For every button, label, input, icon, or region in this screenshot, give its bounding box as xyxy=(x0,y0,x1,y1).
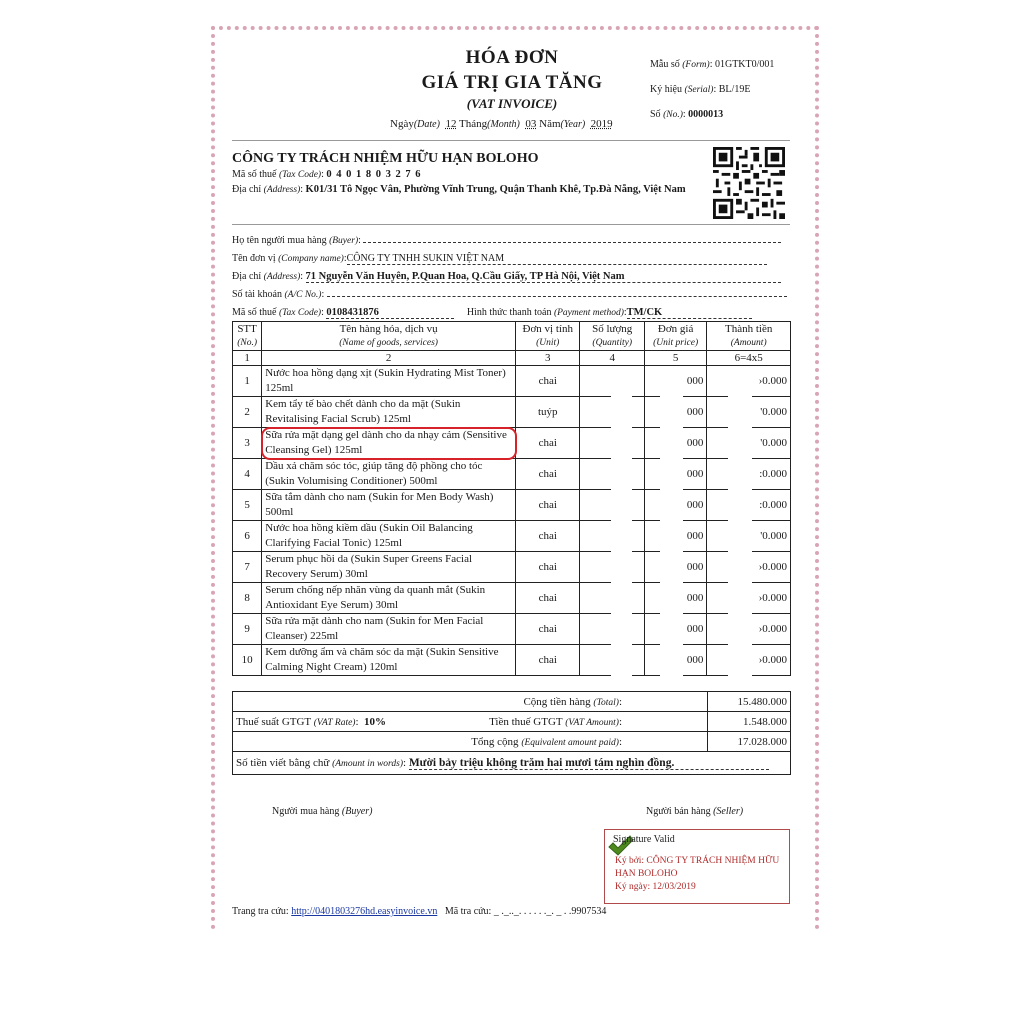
total-label: Cộng tiền hàng (Total): xyxy=(233,692,708,712)
row-unit: chai xyxy=(516,645,580,676)
row-unit: chai xyxy=(516,366,580,397)
table-row xyxy=(233,490,791,521)
row-stt: 8 xyxy=(233,583,262,614)
row-amount: ›0.000 xyxy=(707,614,791,645)
col-number: 2 xyxy=(262,351,516,366)
form-value: 01GTKT0/001 xyxy=(714,59,775,70)
seller-address-label: Địa chỉ xyxy=(232,184,262,195)
seller-address-value: K01/31 Tô Ngọc Vân, Phường Vĩnh Trung, Quận Thanh Khê, Tp.Đà Nẵng, Việt Nam xyxy=(305,184,686,195)
buyer-company-value: CÔNG TY TNHH SUKIN VIỆT NAM xyxy=(347,253,767,265)
amount-in-words: Số tiền viết bằng chữ (Amount in words): Mười bảy triệu không trăm hai mươi tám nghìn đồng. xyxy=(233,752,791,775)
buyer-company-label: Tên đơn vị xyxy=(232,253,276,264)
no-value: 0000013 xyxy=(688,109,724,120)
row-amount: ›0.000 xyxy=(707,366,791,397)
form-number: Mẫu số (Form): 01GTKT0/001 xyxy=(650,59,775,70)
year-value: 2019 xyxy=(590,118,613,130)
day-value: 12 xyxy=(445,118,457,130)
header-amount: Thành tiền (Amount) xyxy=(707,322,791,351)
lookup-link[interactable]: http://0401803276hd.easyinvoice.vn xyxy=(291,906,438,917)
row-unit-price: 000 xyxy=(644,521,706,552)
row-stt: 3 xyxy=(233,428,262,459)
year-label-en: (Year) xyxy=(560,119,586,130)
buyer-tax-row: Mã số thuế (Tax Code): 0108431876 Hình thức thanh toán (Payment method):TM/CK xyxy=(232,307,790,319)
buyer-name-label-en: (Buyer) xyxy=(329,236,359,246)
buyer-address-row: Địa chỉ (Address): 71 Nguyễn Văn Huyên, P.Quan Hoa, Q.Cầu Giấy, TP Hà Nội, Việt Nam xyxy=(232,271,790,283)
row-unit-price: 000 xyxy=(644,428,706,459)
row-amount: '0.000 xyxy=(707,521,791,552)
serial-value: BL/19E xyxy=(718,84,751,95)
signed-date: Ký ngày: 12/03/2019 xyxy=(615,882,696,892)
table-row xyxy=(233,645,791,676)
lookup-code-value: _ ._.._. . . . . ._. _ . .9907534 xyxy=(493,906,607,917)
redaction-strip xyxy=(611,368,632,690)
buyer-account-label: Số tài khoản xyxy=(232,289,282,300)
buyer-tax-label-en: (Tax Code) xyxy=(278,308,322,318)
header-stt: STT (No.) xyxy=(233,322,262,351)
row-unit: tuýp xyxy=(516,397,580,428)
seller-address-label-en: (Address) xyxy=(263,185,301,195)
row-amount: ›0.000 xyxy=(707,645,791,676)
redaction-strip xyxy=(660,368,683,690)
grand-total-value: 17.028.000 xyxy=(708,732,791,752)
form-label: Mẫu số xyxy=(650,59,680,70)
vat-amount-value: 1.548.000 xyxy=(708,712,791,732)
vat-rate: Thuế suất GTGT (VAT Rate): 10% xyxy=(233,712,440,732)
table-header xyxy=(233,322,791,351)
vat-row xyxy=(233,712,791,732)
signed-by: Ký bởi: CÔNG TY TRÁCH NHIỆM HỮU HẠN BOLOHO xyxy=(615,856,780,879)
seller-tax-code: Mã số thuế (Tax Code): 0 4 0 1 8 0 3 2 7 6 xyxy=(232,169,422,180)
divider xyxy=(232,224,790,225)
row-stt: 1 xyxy=(233,366,262,397)
buyer-tax-value: 0108431876 xyxy=(326,307,454,319)
seller-tax-label-en: (Tax Code) xyxy=(278,170,322,180)
row-unit: chai xyxy=(516,459,580,490)
row-amount: ›0.000 xyxy=(707,552,791,583)
row-name: Sữa rửa mặt dạng gel dành cho da nhạy cảm (Sensitive Cleansing Gel) 125ml xyxy=(262,428,516,459)
row-unit: chai xyxy=(516,552,580,583)
row-unit: chai xyxy=(516,583,580,614)
buyer-company-row: Tên đơn vị (Company name):CÔNG TY TNHH SUKIN VIỆT NAM xyxy=(232,253,790,265)
signature-details xyxy=(615,855,785,894)
buyer-name-field xyxy=(363,242,781,243)
serial-number: Ký hiệu (Serial): BL/19E xyxy=(650,84,751,95)
grand-total-label: Tổng cộng (Equivalent amount paid): xyxy=(233,732,708,752)
table-row xyxy=(233,614,791,645)
buyer-address-label-en: (Address) xyxy=(263,272,301,282)
qr-code-icon xyxy=(713,147,785,219)
invoice-title-en: (VAT INVOICE) xyxy=(466,96,558,111)
redaction-strip xyxy=(728,368,752,690)
row-unit-price: 000 xyxy=(644,552,706,583)
row-unit-price: 000 xyxy=(644,490,706,521)
row-unit: chai xyxy=(516,614,580,645)
lookup-code-label: Mã tra cứu: xyxy=(444,906,492,917)
serial-label-en: (Serial) xyxy=(684,85,714,95)
row-name: Serum chống nếp nhăn vùng da quanh mắt (Sukin Antioxidant Eye Serum) 30ml xyxy=(262,583,516,614)
day-label-en: (Date) xyxy=(413,119,440,130)
row-stt: 9 xyxy=(233,614,262,645)
row-unit-price: 000 xyxy=(644,583,706,614)
row-stt: 6 xyxy=(233,521,262,552)
invoice-number: Số (No.): 0000013 xyxy=(650,109,724,120)
payment-method-value: TM/CK xyxy=(627,307,752,319)
row-name: Sữa tắm dành cho nam (Sukin for Men Body Wash) 500ml xyxy=(262,490,516,521)
no-label-en: (No.) xyxy=(663,110,683,120)
row-amount: '0.000 xyxy=(707,428,791,459)
col-number: 6=4x5 xyxy=(707,351,791,366)
seller-signature-label: Người bán hàng (Seller) xyxy=(646,806,744,817)
lookup-footer xyxy=(232,906,606,917)
signature-status: Signature Valid xyxy=(613,834,675,845)
col-number: 5 xyxy=(644,351,706,366)
table-row xyxy=(233,366,791,397)
row-name: Sữa rửa mặt dành cho nam (Sukin for Men Facial Cleanser) 225ml xyxy=(262,614,516,645)
row-name: Nước hoa hồng dạng xịt (Sukin Hydrating Mist Toner) 125ml xyxy=(262,366,516,397)
serial-label: Ký hiệu xyxy=(650,84,682,95)
payment-method-label-en: (Payment method) xyxy=(553,308,624,318)
total-value: 15.480.000 xyxy=(708,692,791,712)
row-unit: chai xyxy=(516,521,580,552)
buyer-signature-label: Người mua hàng (Buyer) xyxy=(272,806,373,817)
col-number: 3 xyxy=(516,351,580,366)
row-amount: :0.000 xyxy=(707,459,791,490)
row-name: Serum phục hồi da (Sukin Super Greens Facial Recovery Serum) 30ml xyxy=(262,552,516,583)
buyer-company-label-en: (Company name) xyxy=(278,254,344,264)
year-label: Năm xyxy=(539,118,561,130)
row-name: Nước hoa hồng kiềm dầu (Sukin Oil Balancing Clarifying Facial Tonic) 125ml xyxy=(262,521,516,552)
invoice-title: HÓA ĐƠN xyxy=(465,47,559,68)
invoice-date xyxy=(390,118,613,130)
month-label-en: (Month) xyxy=(487,119,520,130)
header-quantity: Số lượng (Quantity) xyxy=(580,322,644,351)
row-amount: ›0.000 xyxy=(707,583,791,614)
lookup-label: Trang tra cứu: xyxy=(232,906,289,917)
day-label: Ngày xyxy=(390,118,414,130)
buyer-name-label: Họ tên người mua hàng xyxy=(232,235,327,246)
row-unit-price: 000 xyxy=(644,366,706,397)
form-label-en: (Form) xyxy=(682,60,710,70)
row-name: Kem tẩy tế bào chết dành cho da mặt (Sukin Revitalising Facial Scrub) 125ml xyxy=(262,397,516,428)
header-unit-price: Đơn giá (Unit price) xyxy=(644,322,706,351)
seller-address: Địa chỉ (Address): K01/31 Tô Ngọc Vân, Phường Vĩnh Trung, Quận Thanh Khê, Tp.Đà Nẵng, Việt Nam xyxy=(232,184,686,195)
row-unit-price: 000 xyxy=(644,614,706,645)
table-row xyxy=(233,521,791,552)
buyer-name-row: Họ tên người mua hàng (Buyer): xyxy=(232,235,790,246)
header-name: Tên hàng hóa, dịch vụ (Name of goods, services) xyxy=(262,322,516,351)
row-stt: 7 xyxy=(233,552,262,583)
row-unit: chai xyxy=(516,428,580,459)
buyer-tax-label: Mã số thuế xyxy=(232,307,277,318)
totals-table xyxy=(232,691,791,775)
row-unit-price: 000 xyxy=(644,645,706,676)
row-stt: 10 xyxy=(233,645,262,676)
buyer-address-label: Địa chỉ xyxy=(232,271,262,282)
invoice-subtitle: GIÁ TRỊ GIA TĂNG xyxy=(421,72,603,93)
column-number-row xyxy=(233,351,791,366)
month-label: Tháng xyxy=(459,118,488,130)
row-unit-price: 000 xyxy=(644,397,706,428)
table-row xyxy=(233,428,791,459)
row-stt: 4 xyxy=(233,459,262,490)
table-row xyxy=(233,459,791,490)
header-unit: Đơn vị tính (Unit) xyxy=(516,322,580,351)
col-number: 1 xyxy=(233,351,262,366)
total-row xyxy=(233,692,791,712)
table-row xyxy=(233,397,791,428)
amount-in-words-value: Mười bảy triệu không trăm hai mươi tám nghìn đồng. xyxy=(409,757,769,770)
digital-signature-box[interactable] xyxy=(604,829,790,904)
row-amount: '0.000 xyxy=(707,397,791,428)
grand-total-row xyxy=(233,732,791,752)
buyer-account-label-en: (A/C No.) xyxy=(284,290,322,300)
row-amount: :0.000 xyxy=(707,490,791,521)
row-unit: chai xyxy=(516,490,580,521)
row-name: Kem dưỡng ẩm và chăm sóc da mặt (Sukin Sensitive Calming Night Cream) 120ml xyxy=(262,645,516,676)
month-value: 03 xyxy=(525,118,537,130)
amount-in-words-row xyxy=(233,752,791,775)
payment-method-label: Hình thức thanh toán xyxy=(466,307,552,318)
row-name: Dầu xả chăm sóc tóc, giúp tăng độ phồng cho tóc (Sukin Volumising Conditioner) 500ml xyxy=(262,459,516,490)
no-label: Số xyxy=(650,109,661,120)
seller-tax-label: Mã số thuế xyxy=(232,169,277,180)
table-row xyxy=(233,583,791,614)
row-stt: 5 xyxy=(233,490,262,521)
seller-name: CÔNG TY TRÁCH NHIỆM HỮU HẠN BOLOHO xyxy=(232,151,539,166)
buyer-address-value: 71 Nguyễn Văn Huyên, P.Quan Hoa, Q.Cầu Giấy, TP Hà Nội, Việt Nam xyxy=(306,271,781,283)
vat-amount-label: Tiền thuế GTGT (VAT Amount): xyxy=(439,712,708,732)
buyer-account-field xyxy=(327,296,787,297)
divider xyxy=(232,140,790,141)
row-stt: 2 xyxy=(233,397,262,428)
buyer-account-row: Số tài khoản (A/C No.): xyxy=(232,289,790,300)
row-unit-price: 000 xyxy=(644,459,706,490)
seller-tax-value: 0 4 0 1 8 0 3 2 7 6 xyxy=(326,169,422,180)
items-table xyxy=(232,321,791,676)
table-row xyxy=(233,552,791,583)
col-number: 4 xyxy=(580,351,644,366)
